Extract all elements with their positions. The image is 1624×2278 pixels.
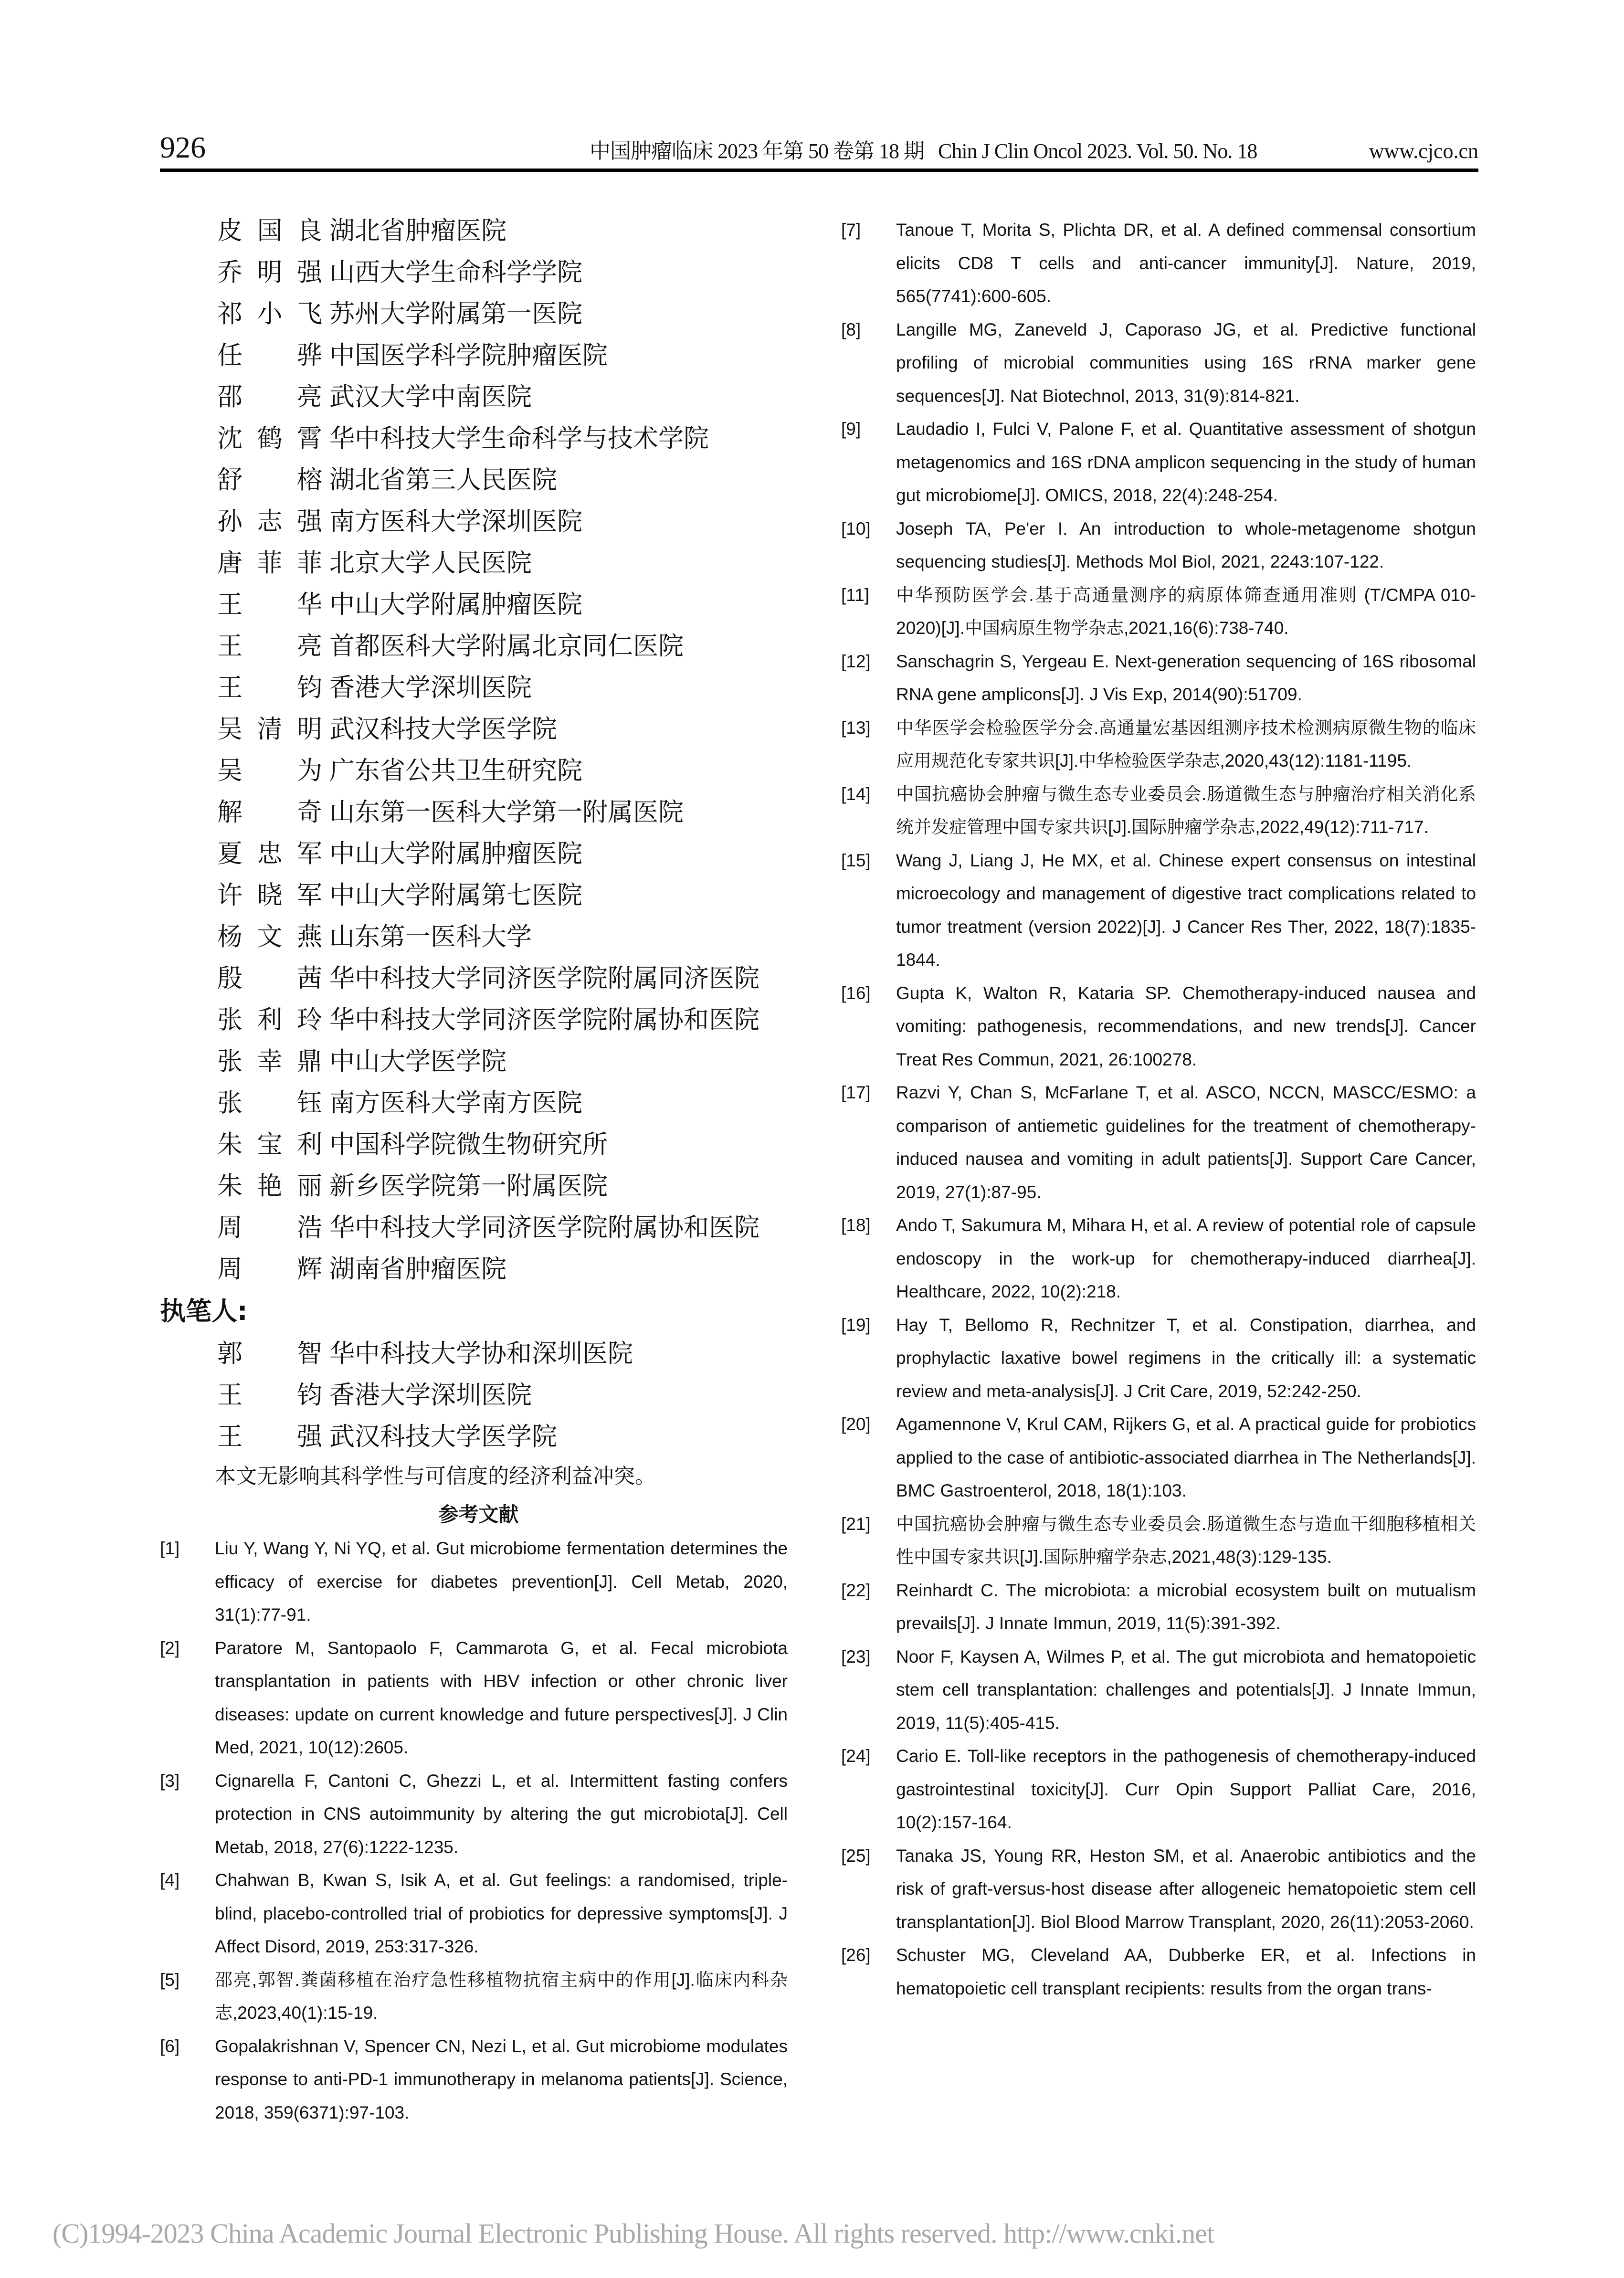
member-row <box>160 252 797 293</box>
member-row <box>160 1207 797 1248</box>
reference-number: [24] <box>841 1746 871 1766</box>
reference-text: 中华医学会检验医学分会.高通量宏基因组测序技术检测病原微生物的临床应用规范化专家共识[J].中华检验医学杂志,2020,43(12):1181-1195. <box>896 717 1476 770</box>
member-name-char: 郭 <box>217 1339 243 1368</box>
reference-text: Schuster MG, Cleveland AA, Dubberke ER, et al. Infections in hematopoietic cell transplant recipients: results from the organ trans- <box>896 1945 1476 1998</box>
member-name-char: 许 <box>217 881 243 910</box>
conflict-of-interest-statement: 本文无影响其科学性与可信度的经济利益冲突。 <box>215 1464 656 1488</box>
member-row <box>160 833 797 875</box>
member-row <box>160 875 797 916</box>
reference-text: Liu Y, Wang Y, Ni YQ, et al. Gut microbiome fermentation determines the efficacy of exercise for diabetes prevention[J]. Cell Metab, 2020, 31(1):77-91. <box>215 1539 788 1624</box>
member-name-char: 周 <box>217 1213 243 1242</box>
member-affiliation: 南方医科大学深圳医院 <box>329 507 582 536</box>
member-row <box>160 1333 797 1374</box>
reference-item <box>160 1963 788 2030</box>
member-name-char: 唐 <box>217 548 243 578</box>
reference-item <box>160 1532 788 1632</box>
member-affiliation: 湖南省肿瘤医院 <box>329 1255 506 1284</box>
member-name-char: 明 <box>297 715 322 744</box>
reference-item <box>841 1076 1476 1209</box>
reference-number: [25] <box>841 1846 871 1866</box>
member-name-char: 鼎 <box>297 1047 322 1076</box>
member-affiliation: 中山大学附属肿瘤医院 <box>329 839 582 868</box>
member-name <box>217 958 322 999</box>
member-row <box>160 791 797 833</box>
reference-item <box>841 778 1476 844</box>
reference-number: [15] <box>841 850 871 870</box>
member-affiliation: 山东第一医科大学 <box>329 922 532 951</box>
member-name <box>217 584 322 625</box>
reference-number: [12] <box>841 651 871 671</box>
member-name <box>217 750 322 791</box>
reference-item <box>841 313 1476 413</box>
reference-number: [5] <box>160 1970 180 1990</box>
expert-member-list <box>160 210 797 1290</box>
member-affiliation: 香港大学深圳医院 <box>329 1381 532 1410</box>
reference-text: Noor F, Kaysen A, Wilmes P, et al. The gut microbiota and hematopoietic stem cell transplantation: challenges and potentials[J]. J Innate Immun, 2019, 11(5):405-415. <box>896 1646 1476 1733</box>
member-name-char: 文 <box>257 922 283 951</box>
member-row <box>160 1082 797 1124</box>
member-name-char: 钧 <box>297 673 322 702</box>
member-name-char: 幸 <box>257 1047 283 1076</box>
member-name <box>217 210 322 252</box>
reference-number: [3] <box>160 1771 180 1791</box>
member-row <box>160 542 797 584</box>
member-name-char: 张 <box>217 1047 243 1076</box>
member-name-char: 强 <box>297 507 322 536</box>
member-name-char: 菲 <box>297 548 322 578</box>
member-affiliation: 华中科技大学同济医学院附属协和医院 <box>329 1005 759 1034</box>
header-rule <box>160 169 1478 172</box>
member-name-char: 华 <box>297 590 322 619</box>
member-row <box>160 418 797 459</box>
member-row <box>160 750 797 791</box>
member-affiliation: 广东省公共卫生研究院 <box>329 756 582 785</box>
reference-number: [19] <box>841 1315 871 1335</box>
member-row <box>160 708 797 750</box>
member-row <box>160 1416 797 1457</box>
member-name-char: 丽 <box>297 1171 322 1201</box>
member-name-char: 鹤 <box>257 424 283 453</box>
member-name-char: 沈 <box>217 424 243 453</box>
member-name-char: 浩 <box>297 1213 322 1242</box>
member-name-char: 忠 <box>257 839 283 868</box>
member-row <box>160 625 797 667</box>
member-name-char: 利 <box>257 1005 283 1034</box>
member-name-char: 玲 <box>297 1005 322 1034</box>
member-affiliation: 中国医学科学院肿瘤医院 <box>329 341 608 370</box>
reference-item <box>841 844 1476 977</box>
references-heading: 参考文献 <box>438 1503 519 1526</box>
member-name <box>217 1207 322 1248</box>
member-name <box>217 667 322 708</box>
member-name <box>217 833 322 875</box>
member-name-char: 周 <box>217 1255 243 1284</box>
reference-text: Tanaka JS, Young RR, Heston SM, et al. Anaerobic antibiotics and the risk of graft-versus-host disease after allogeneic hematopoietic stem cell transplantation[J]. Biol Blood Marrow Transplant, 2020, 26(11):2053-2060. <box>896 1846 1476 1932</box>
member-name-char: 奇 <box>297 798 322 827</box>
member-name <box>217 335 322 376</box>
member-name <box>217 418 322 459</box>
reference-text: Gopalakrishnan V, Spencer CN, Nezi L, et al. Gut microbiome modulates response to anti-PD-1 immunotherapy in melanoma patients[J]. Science, 2018, 359(6371):97-103. <box>215 2036 788 2122</box>
member-name-char: 舒 <box>217 465 243 495</box>
reference-number: [6] <box>160 2036 180 2056</box>
reference-text: 邵亮,郭智.粪菌移植在治疗急性移植物抗宿主病中的作用[J].临床内科杂志,2023,40(1):15-19. <box>215 1970 788 2023</box>
member-name <box>217 1082 322 1124</box>
member-name-char: 智 <box>297 1339 322 1368</box>
member-name <box>217 293 322 335</box>
reference-text: Sanschagrin S, Yergeau E. Next-generation sequencing of 16S ribosomal RNA gene amplicons[J]. J Vis Exp, 2014(90):51709. <box>896 651 1476 704</box>
member-name-char: 茜 <box>297 964 322 993</box>
reference-number: [21] <box>841 1514 871 1534</box>
member-name <box>217 459 322 501</box>
member-name <box>217 376 322 418</box>
member-affiliation: 首都医科大学附属北京同仁医院 <box>329 632 684 661</box>
member-affiliation: 华中科技大学同济医学院附属协和医院 <box>329 1213 759 1242</box>
reference-item <box>841 1408 1476 1508</box>
reference-item <box>841 579 1476 645</box>
member-name-char: 解 <box>217 798 243 827</box>
reference-item <box>841 213 1476 313</box>
reference-number: [17] <box>841 1083 871 1102</box>
reference-text: Ando T, Sakumura M, Mihara H, et al. A review of potential role of capsule endoscopy in the work-up for chemotherapy-induced diarrhea[J]. Healthcare, 2022, 10(2):218. <box>896 1215 1476 1301</box>
member-name-char: 祁 <box>217 299 243 328</box>
member-affiliation: 山西大学生命科学学院 <box>329 258 582 287</box>
reference-item <box>841 1839 1476 1939</box>
member-name-char: 朱 <box>217 1130 243 1159</box>
member-name-char: 王 <box>217 590 243 619</box>
reference-text: Laudadio I, Fulci V, Palone F, et al. Quantitative assessment of shotgun metagenomics and 16S rDNA amplicon sequencing in the study of human gut microbiome[J]. OMICS, 2018, 22(4):248-254. <box>896 419 1476 505</box>
member-name-char: 王 <box>217 632 243 661</box>
reference-list-left <box>160 1532 788 2129</box>
member-name <box>217 625 322 667</box>
member-row <box>160 584 797 625</box>
member-row <box>160 501 797 542</box>
running-header <box>160 125 1478 173</box>
reference-item <box>841 1740 1476 1839</box>
member-name <box>217 1333 322 1374</box>
member-affiliation: 新乡医学院第一附属医院 <box>329 1171 608 1201</box>
member-name-char: 亮 <box>297 382 322 411</box>
member-affiliation: 山东第一医科大学第一附属医院 <box>329 798 684 827</box>
reference-item <box>841 1939 1476 2005</box>
reference-number: [23] <box>841 1646 871 1666</box>
reference-number: [26] <box>841 1945 871 1965</box>
member-row <box>160 999 797 1041</box>
journal-website: www.cjco.cn <box>1369 139 1478 163</box>
member-name-char: 小 <box>257 299 283 328</box>
member-name-char: 吴 <box>217 715 243 744</box>
reference-item <box>841 1574 1476 1640</box>
reference-number: [9] <box>841 419 861 439</box>
member-name <box>217 252 322 293</box>
page-number: 926 <box>160 130 206 164</box>
reference-text: Joseph TA, Pe'er I. An introduction to whole-metagenome shotgun sequencing studies[J]. Methods Mol Biol, 2021, 2243:107-122. <box>896 518 1476 571</box>
reference-number: [22] <box>841 1580 871 1600</box>
member-row <box>160 293 797 335</box>
member-affiliation: 南方医科大学南方医院 <box>329 1088 582 1118</box>
member-name-char: 吴 <box>217 756 243 785</box>
reference-number: [2] <box>160 1638 180 1658</box>
member-row <box>160 1248 797 1290</box>
reference-text: Razvi Y, Chan S, McFarlane T, et al. ASCO, NCCN, MASCC/ESMO: a comparison of antiemetic guidelines for the treatment of chemotherapy-induced nausea and vomiting in adult patients[J]. Support Care Cancer, 2019, 27(1):87-95. <box>896 1083 1476 1202</box>
reference-number: [14] <box>841 784 871 804</box>
member-row <box>160 335 797 376</box>
member-name-char: 艳 <box>257 1171 283 1201</box>
member-name-char: 燕 <box>297 922 322 951</box>
member-name-char: 良 <box>297 216 322 245</box>
reference-text: Cario E. Toll-like receptors in the pathogenesis of chemotherapy-induced gastrointestinal toxicity[J]. Curr Opin Support Palliat Care, 2016, 10(2):157-164. <box>896 1746 1476 1832</box>
member-affiliation: 华中科技大学同济医学院附属同济医院 <box>329 964 759 993</box>
member-name-char: 菲 <box>257 548 283 578</box>
member-name <box>217 1041 322 1082</box>
reference-number: [10] <box>841 518 871 538</box>
member-row <box>160 958 797 999</box>
member-affiliation: 中山大学附属肿瘤医院 <box>329 590 582 619</box>
member-name-char: 霄 <box>297 424 322 453</box>
reference-item <box>841 1308 1476 1408</box>
member-name <box>217 542 322 584</box>
writers-label: 执笔人: <box>160 1296 248 1326</box>
member-affiliation: 武汉科技大学医学院 <box>329 1422 557 1451</box>
member-name <box>217 1165 322 1207</box>
member-affiliation: 华中科技大学生命科学与技术学院 <box>329 424 709 453</box>
reference-text: 中国抗癌协会肿瘤与微生态专业委员会.肠道微生态与造血干细胞移植相关性中国专家共识[J].国际肿瘤学杂志,2021,48(3):129-135. <box>896 1514 1476 1567</box>
reference-text: Tanoue T, Morita S, Plichta DR, et al. A defined commensal consortium elicits CD8 T cells and anti-cancer immunity[J]. Nature, 2019, 565(7741):600-605. <box>896 220 1476 306</box>
reference-text: Gupta K, Walton R, Kataria SP. Chemotherapy-induced nausea and vomiting: pathogenesis, recommendations, and new trends[J]. Cancer Treat Res Commun, 2021, 26:100278. <box>896 983 1476 1069</box>
member-name-char: 王 <box>217 1422 243 1451</box>
reference-text: Reinhardt C. The microbiota: a microbial ecosystem built on mutualism prevails[J]. J Innate Immun, 2019, 11(5):391-392. <box>896 1580 1476 1633</box>
reference-number: [18] <box>841 1215 871 1235</box>
member-affiliation: 湖北省第三人民医院 <box>329 465 557 495</box>
member-affiliation: 香港大学深圳医院 <box>329 673 532 702</box>
member-name <box>217 1124 322 1165</box>
reference-text: Hay T, Bellomo R, Rechnitzer T, et al. Constipation, diarrhea, and prophylactic laxative bowel regimens in the critically ill: a systematic review and meta-analysis[J]. J Crit Care, 2019, 52:242-250. <box>896 1315 1476 1401</box>
member-row <box>160 1124 797 1165</box>
member-name <box>217 875 322 916</box>
member-name-char: 强 <box>297 258 322 287</box>
member-row <box>160 376 797 418</box>
reference-number: [20] <box>841 1414 871 1434</box>
member-name <box>217 916 322 958</box>
member-name-char: 骅 <box>297 341 322 370</box>
member-name <box>217 501 322 542</box>
member-affiliation: 中国科学院微生物研究所 <box>329 1130 608 1159</box>
reference-item <box>841 512 1476 579</box>
member-affiliation: 北京大学人民医院 <box>329 548 532 578</box>
member-name-char: 为 <box>297 756 322 785</box>
member-affiliation: 武汉大学中南医院 <box>329 382 532 411</box>
reference-item <box>841 711 1476 778</box>
reference-list-right <box>841 213 1476 2005</box>
reference-item <box>841 1508 1476 1574</box>
member-name-char: 杨 <box>217 922 243 951</box>
reference-number: [11] <box>841 585 869 605</box>
journal-title-en: Chin J Clin Oncol 2023. Vol. 50. No. 18 <box>938 139 1257 163</box>
member-name-char: 明 <box>257 258 283 287</box>
member-name-char: 榕 <box>297 465 322 495</box>
copyright-footer: (C)1994-2023 China Academic Journal Electronic Publishing House. All rights reserved. http://www.cnki.net <box>53 2218 1214 2249</box>
member-row <box>160 210 797 252</box>
reference-item <box>160 1632 788 1764</box>
member-affiliation: 湖北省肿瘤医院 <box>329 216 506 245</box>
member-row <box>160 1041 797 1082</box>
member-name-char: 辉 <box>297 1255 322 1284</box>
member-name-char: 皮 <box>217 216 243 245</box>
reference-text: Langille MG, Zaneveld J, Caporaso JG, et al. Predictive functional profiling of microbial communities using 16S rRNA marker gene sequences[J]. Nat Biotechnol, 2013, 31(9):814-821. <box>896 319 1476 406</box>
member-name <box>217 1374 322 1416</box>
member-name-char: 宝 <box>257 1130 283 1159</box>
member-name-char: 朱 <box>217 1171 243 1201</box>
reference-item <box>160 1864 788 1963</box>
reference-item <box>841 645 1476 711</box>
reference-text: Chahwan B, Kwan S, Isik A, et al. Gut feelings: a randomised, triple-blind, placebo-controlled trial of probiotics for depressive symptoms[J]. J Affect Disord, 2019, 253:317-326. <box>215 1870 788 1956</box>
reference-number: [4] <box>160 1870 180 1890</box>
member-affiliation: 华中科技大学协和深圳医院 <box>329 1339 633 1368</box>
reference-text: 中国抗癌协会肿瘤与微生态专业委员会.肠道微生态与肿瘤治疗相关消化系统并发症管理中国专家共识[J].国际肿瘤学杂志,2022,49(12):711-717. <box>896 784 1476 837</box>
member-row <box>160 1374 797 1416</box>
reference-item <box>841 977 1476 1076</box>
member-affiliation: 武汉科技大学医学院 <box>329 715 557 744</box>
reference-number: [7] <box>841 220 861 240</box>
member-affiliation: 中山大学附属第七医院 <box>329 881 582 910</box>
member-row <box>160 1165 797 1207</box>
reference-number: [13] <box>841 717 871 738</box>
member-name-char: 任 <box>217 341 243 370</box>
member-name-char: 国 <box>257 216 283 245</box>
reference-item <box>841 412 1476 512</box>
member-name-char: 志 <box>257 507 283 536</box>
member-name-char: 殷 <box>217 964 243 993</box>
member-name-char: 清 <box>257 715 283 744</box>
reference-item <box>160 2030 788 2130</box>
member-name-char: 军 <box>297 881 322 910</box>
reference-item <box>841 1640 1476 1740</box>
reference-text: Paratore M, Santopaolo F, Cammarota G, et al. Fecal microbiota transplantation in patients with HBV infection or other chronic liver diseases: update on current knowledge and future perspectives[J]. J Clin Med, 2021, 10(12):2605. <box>215 1638 788 1757</box>
member-name-char: 军 <box>297 839 322 868</box>
reference-number: [1] <box>160 1539 180 1558</box>
reference-item <box>160 1764 788 1864</box>
reference-item <box>841 1209 1476 1308</box>
member-name-char: 亮 <box>297 632 322 661</box>
member-name-char: 钰 <box>297 1088 322 1118</box>
member-name-char: 王 <box>217 1381 243 1410</box>
member-name-char: 王 <box>217 673 243 702</box>
member-name <box>217 1248 322 1290</box>
member-name-char: 乔 <box>217 258 243 287</box>
reference-number: [16] <box>841 983 871 1003</box>
member-row <box>160 667 797 708</box>
left-column <box>160 210 797 2129</box>
member-name-char: 张 <box>217 1088 243 1118</box>
member-name <box>217 791 322 833</box>
member-name-char: 孙 <box>217 507 243 536</box>
member-name-char: 飞 <box>297 299 322 328</box>
member-name <box>217 708 322 750</box>
reference-text: 中华预防医学会.基于高通量测序的病原体筛查通用准则 (T/CMPA 010-2020)[J].中国病原生物学杂志,2021,16(6):738-740. <box>896 585 1476 638</box>
reference-text: Wang J, Liang J, He MX, et al. Chinese expert consensus on intestinal microecology and management of digestive tract complications related to tumor treatment (version 2022)[J]. J Cancer Res Ther, 2022, 18(7):1835-1844. <box>896 850 1476 970</box>
member-row <box>160 916 797 958</box>
member-name-char: 利 <box>297 1130 322 1159</box>
member-name-char: 夏 <box>217 839 243 868</box>
member-name-char: 钧 <box>297 1381 322 1410</box>
member-name-char: 邵 <box>217 382 243 411</box>
reference-text: Cignarella F, Cantoni C, Ghezzi L, et al. Intermittent fasting confers protection in CNS autoimmunity by altering the gut microbiota[J]. Cell Metab, 2018, 27(6):1222-1235. <box>215 1771 788 1857</box>
member-affiliation: 苏州大学附属第一医院 <box>329 299 582 328</box>
member-name <box>217 1416 322 1457</box>
member-name-char: 强 <box>297 1422 322 1451</box>
member-row <box>160 459 797 501</box>
reference-number: [8] <box>841 319 861 339</box>
writer-list <box>160 1333 797 1457</box>
member-name-char: 张 <box>217 1005 243 1034</box>
member-name <box>217 999 322 1041</box>
member-name-char: 晓 <box>257 881 283 910</box>
journal-title-cn: 中国肿瘤临床 2023 年第 50 卷第 18 期 <box>590 139 924 163</box>
member-affiliation: 中山大学医学院 <box>329 1047 506 1076</box>
reference-text: Agamennone V, Krul CAM, Rijkers G, et al. A practical guide for probiotics applied to the case of antibiotic-associated diarrhea in The Netherlands[J]. BMC Gastroenterol, 2018, 18(1):103. <box>896 1414 1476 1500</box>
